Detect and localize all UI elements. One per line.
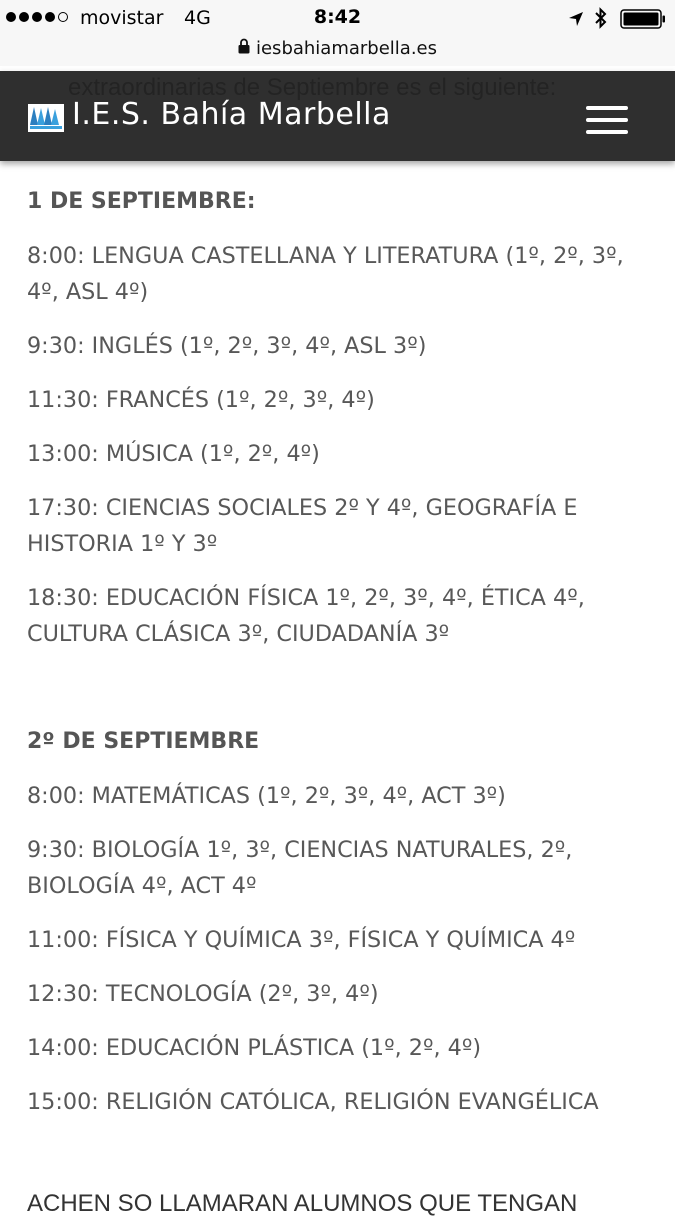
battery-icon bbox=[620, 9, 666, 34]
day-heading: 2º DE SEPTIEMBRE bbox=[27, 729, 260, 754]
site-header bbox=[0, 71, 675, 161]
exam-entry: 18:30: EDUCACIÓN FÍSICA 1º, 2º, 3º, 4º, ÉTICA 4º, CULTURA CLÁSICA 3º, CIUDADANÍA 3º bbox=[27, 585, 585, 647]
bluetooth-icon bbox=[594, 7, 608, 34]
exam-entry: 11:30: FRANCÉS (1º, 2º, 3º, 4º) bbox=[27, 387, 375, 413]
day-heading: 1 DE SEPTIEMBRE: bbox=[27, 189, 256, 214]
exam-entry: 14:00: EDUCACIÓN PLÁSTICA (1º, 2º, 4º) bbox=[27, 1035, 482, 1061]
school-logo-icon[interactable] bbox=[28, 104, 64, 136]
exam-entry: 11:00: FÍSICA Y QUÍMICA 3º, FÍSICA Y QUÍMICA 4º bbox=[27, 927, 576, 953]
lock-icon bbox=[238, 38, 250, 59]
location-arrow-icon bbox=[568, 10, 584, 32]
hamburger-menu-icon[interactable] bbox=[586, 106, 628, 134]
exam-entry: 8:00: MATEMÁTICAS (1º, 2º, 3º, 4º, ACT 3º) bbox=[27, 783, 506, 809]
carrier-name: movistar bbox=[80, 7, 164, 29]
exam-entry: 9:30: INGLÉS (1º, 2º, 3º, 4º, ASL 3º) bbox=[27, 333, 427, 359]
exam-entry: 9:30: BIOLOGÍA 1º, 3º, CIENCIAS NATURALES, 2º, BIOLOGÍA 4º, ACT 4º bbox=[27, 837, 573, 899]
status-time: 8:42 bbox=[313, 6, 362, 28]
page-content[interactable] bbox=[0, 66, 675, 1217]
status-bar bbox=[0, 0, 675, 36]
exam-entry: 8:00: LENGUA CASTELLANA Y LITERATURA (1º, 2º, 3º, 4º, ASL 4º) bbox=[27, 243, 624, 305]
exam-schedule bbox=[27, 184, 657, 1120]
url-bar[interactable] bbox=[0, 36, 675, 66]
exam-entry: 13:00: MÚSICA (1º, 2º, 4º) bbox=[27, 441, 320, 467]
exam-entry: 15:00: RELIGIÓN CATÓLICA, RELIGIÓN EVANGÉLICA bbox=[27, 1089, 599, 1115]
exam-entry: 17:30: CIENCIAS SOCIALES 2º Y 4º, GEOGRAFÍA E HISTORIA 1º Y 3º bbox=[27, 495, 578, 557]
exam-entry: 12:30: TECNOLOGÍA (2º, 3º, 4º) bbox=[27, 981, 379, 1007]
partial-text-bottom: ACHEN SO LLAMARAN ALUMNOS QUE TENGAN bbox=[27, 1190, 578, 1217]
url-text: iesbahiamarbella.es bbox=[255, 38, 438, 59]
site-title[interactable]: I.E.S. Bahía Marbella bbox=[72, 97, 391, 132]
network-type: 4G bbox=[184, 7, 211, 29]
